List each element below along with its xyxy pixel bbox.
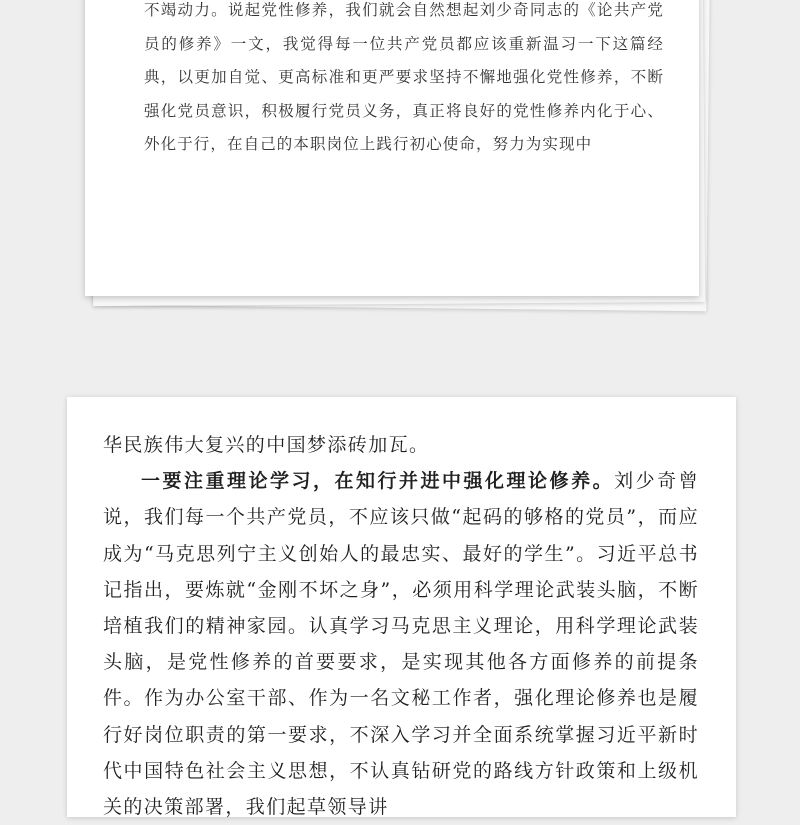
document-page-bottom bbox=[67, 397, 736, 817]
bottom-body bbox=[103, 427, 699, 825]
top-paragraph: 不竭动力。说起党性修养，我们就会自然想起刘少奇同志的《论共产党员的修养》一文，我觉得每一位共产党员都应该重新温习一下这篇经典，以更加自觉、更高标准和更严要求坚持不懈地强化党性修养，不断强化党员意识，积极履行党员义务，真正将良好的党性修养内化于心、外化于行，在自己的本职岗位上践行初心使命，努力为实现中 bbox=[144, 1, 664, 153]
section-heading: 一要注重理论学习，在知行并进中强化理论修养。 bbox=[141, 470, 615, 493]
section-body: 刘少奇曾说，我们每一个共产党员，不应该只做“起码的够格的党员”，而应成为“马克思列宁主义创始人的最忠实、最好的学生”。习近平总书记指出，要炼就“金刚不坏之身”，必须用科学理论武装头脑，不断培植我们的精神家园。认真学习马克思主义理论，用科学理论武装头脑，是党性修养的首要要求，是实现其他各方面修养的前提条件。作为办公室干部、作为一名文秘工作者，强化理论修养也是履行好岗位职责的第一要求，不深入学习并全面系统掌握习近平新时代中国特色社会主义思想，不认真钻研党的路线方针政策和上级机关的决策部署，我们起草领导讲 bbox=[103, 470, 699, 819]
document-page-top bbox=[85, 0, 699, 296]
section-paragraph bbox=[103, 463, 699, 825]
continuation-line: 华民族伟大复兴的中国梦添砖加瓦。 bbox=[103, 434, 430, 456]
